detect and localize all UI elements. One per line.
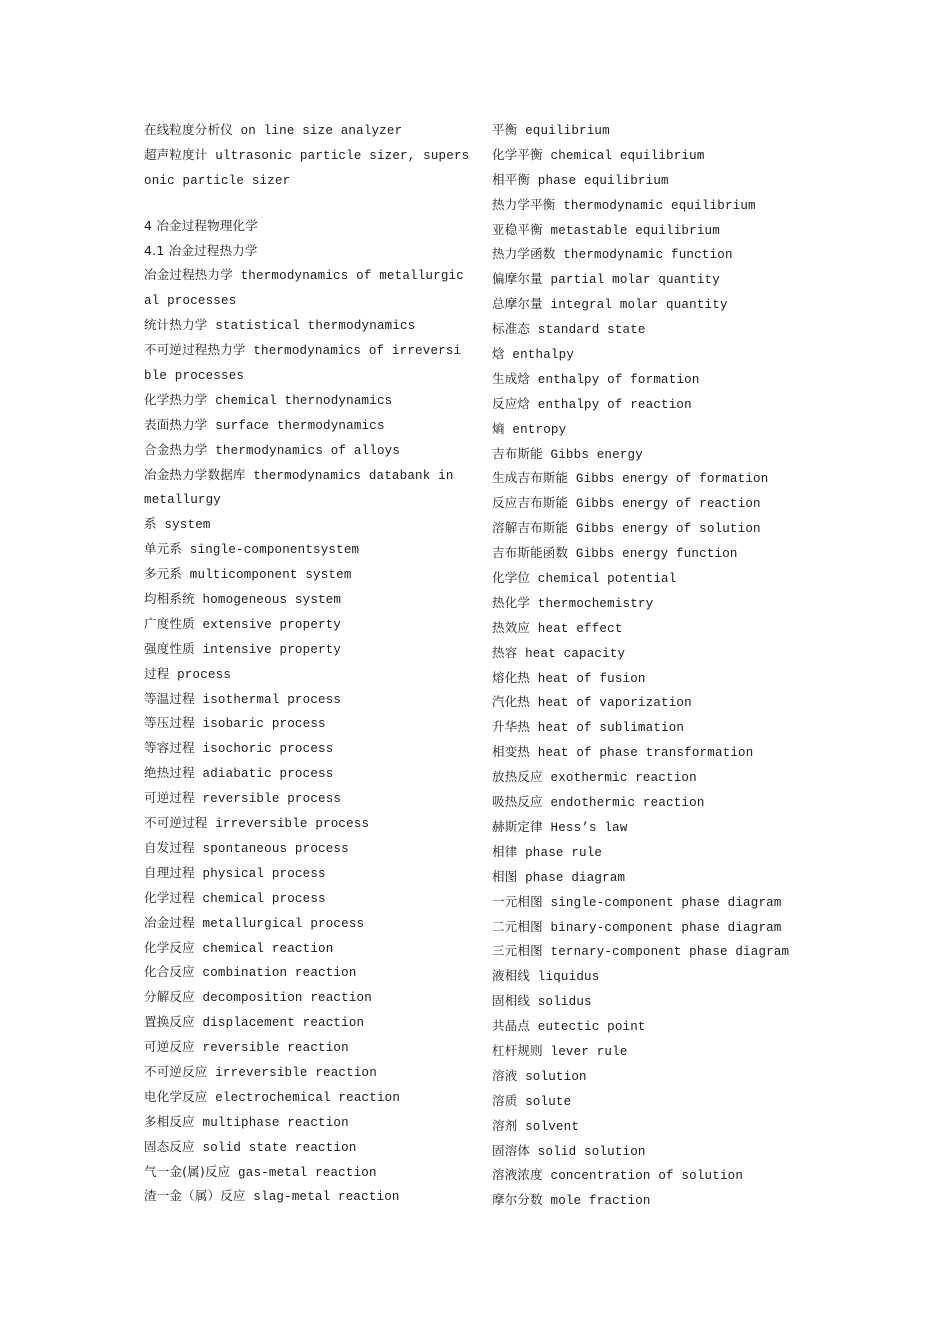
term-zh: 渣一金（属）反应: [144, 1188, 246, 1204]
term-zh: 不可逆过程: [144, 815, 208, 831]
term-zh: 化学热力学: [144, 391, 208, 407]
glossary-entry: [492, 865, 792, 890]
term-zh: 生成焓: [492, 370, 531, 386]
term-zh: 合金热力学: [144, 441, 208, 457]
term-en: phase rule: [517, 845, 603, 860]
glossary-entry: [492, 267, 792, 292]
glossary-entry: [144, 1035, 464, 1060]
term-zh: 溶质: [492, 1092, 518, 1108]
term-zh: 多相反应: [144, 1113, 195, 1129]
term-en: process: [169, 667, 232, 682]
term-zh: 吉布斯能函数: [492, 545, 569, 561]
term-en: isobaric process: [194, 717, 326, 732]
term-en: heat of vaporization: [530, 696, 692, 711]
term-en: metastable equilibrium: [542, 223, 720, 238]
term-zh: 固溶体: [492, 1142, 531, 1158]
glossary-entry: [144, 786, 464, 811]
glossary-entry: [144, 1135, 464, 1160]
glossary-entry: [144, 1060, 464, 1085]
glossary-entry: [492, 342, 792, 367]
term-en: statistical thermodynamics: [207, 319, 416, 334]
glossary-entry: [492, 367, 792, 392]
term-en: heat effect: [530, 621, 623, 636]
term-zh: 自发过程: [144, 839, 195, 855]
term-en: concentration of solution: [542, 1169, 744, 1184]
glossary-entry: [144, 1160, 464, 1185]
term-en: thermodynamics of alloys: [207, 443, 401, 458]
term-zh: 可逆过程: [144, 790, 195, 806]
glossary-entry: [492, 1114, 792, 1139]
term-zh: 液相线: [492, 968, 531, 984]
glossary-entry: [492, 765, 792, 790]
term-zh: 超声粒度计: [144, 146, 208, 162]
term-en: multiphase reaction: [194, 1115, 349, 1130]
term-zh: 单元系: [144, 541, 183, 557]
term-zh: 系: [144, 516, 157, 532]
term-en: heat of phase transformation: [530, 746, 754, 761]
term-en: Gibbs energy function: [568, 547, 738, 562]
term-en: homogeneous system: [194, 593, 342, 608]
term-en: gas-metal reaction: [230, 1165, 377, 1180]
glossary-entry: [492, 466, 792, 491]
glossary-entry: [492, 442, 792, 467]
term-zh: 统计热力学: [144, 317, 208, 333]
glossary-entry: [492, 193, 792, 218]
term-en: irreversible reaction: [207, 1065, 377, 1080]
term-en: displacement reaction: [194, 1016, 365, 1031]
term-en: al processes: [144, 294, 237, 309]
term-en: ble processes: [144, 369, 245, 384]
term-en: system: [156, 518, 211, 533]
glossary-entry: [144, 612, 464, 637]
term-en: single-component phase diagram: [542, 895, 782, 910]
glossary-entry: [492, 1014, 792, 1039]
term-zh: 均相系统: [144, 591, 195, 607]
term-zh: 吸热反应: [492, 794, 543, 810]
glossary-entry: [144, 438, 464, 463]
term-en: phase diagram: [517, 870, 626, 885]
term-zh: 相图: [492, 868, 518, 884]
term-zh: 相律: [492, 843, 518, 859]
term-zh: 溶液: [492, 1067, 518, 1083]
glossary-entry: [144, 1010, 464, 1035]
term-zh: 反应吉布斯能: [492, 495, 569, 511]
term-zh: 共晶点: [492, 1018, 531, 1034]
term-zh: 升华热: [492, 719, 531, 735]
term-zh: 平衡: [492, 122, 518, 137]
glossary-entry: [144, 263, 464, 288]
term-en: metallurgy: [144, 493, 222, 508]
term-en: endothermic reaction: [542, 796, 705, 811]
term-zh: 化合反应: [144, 964, 195, 980]
term-zh: 绝热过程: [144, 765, 195, 781]
glossary-entry: [144, 512, 464, 537]
term-zh: 自理过程: [144, 864, 195, 880]
right-column: [492, 118, 792, 1213]
glossary-entry: [144, 118, 464, 143]
term-zh: 热效应: [492, 619, 531, 635]
glossary-entry: [492, 1089, 792, 1114]
term-zh: 热力学函数: [492, 246, 556, 262]
glossary-entry: [492, 740, 792, 765]
term-en: enthalpy of formation: [530, 372, 700, 387]
glossary-entry: [144, 1110, 464, 1135]
glossary-entry: [492, 616, 792, 641]
term-en: standard state: [530, 323, 646, 338]
term-zh: 溶液浓度: [492, 1167, 543, 1183]
term-en: chemical reaction: [194, 941, 334, 956]
term-en: surface thermodynamics: [207, 418, 385, 433]
glossary-entry: [144, 911, 464, 936]
glossary-entry: [492, 1139, 792, 1164]
glossary-entry: [492, 1039, 792, 1064]
term-zh: 总摩尔量: [492, 296, 543, 312]
glossary-entry: [144, 463, 464, 488]
term-en: entropy: [504, 422, 567, 437]
glossary-entry: [144, 736, 464, 761]
term-zh: 化学位: [492, 570, 531, 586]
glossary-entry: [492, 690, 792, 715]
term-en: isothermal process: [194, 692, 342, 707]
term-zh: 相变热: [492, 744, 531, 760]
term-zh: 多元系: [144, 566, 183, 582]
term-zh: 过程: [144, 665, 170, 681]
glossary-entry: [144, 413, 464, 438]
glossary-entry: [144, 662, 464, 687]
section-spacer: [144, 193, 464, 214]
term-en: lever rule: [542, 1044, 628, 1059]
term-en: slag-metal reaction: [245, 1190, 400, 1205]
term-en: thermodynamic equilibrium: [555, 198, 756, 213]
term-zh: 赫斯定律: [492, 818, 543, 834]
glossary-entry: [144, 168, 464, 193]
term-en: Gibbs energy of reaction: [568, 497, 761, 512]
term-en: reversible process: [194, 792, 342, 807]
term-en: on line size analyzer: [232, 124, 403, 138]
glossary-entry: [144, 313, 464, 338]
term-en: combination reaction: [194, 966, 357, 981]
glossary-entry: [492, 715, 792, 740]
glossary-entry: [492, 964, 792, 989]
glossary-entry: [144, 687, 464, 712]
term-zh: 固态反应: [144, 1138, 195, 1154]
term-zh: 化学反应: [144, 939, 195, 955]
term-en: reversible reaction: [194, 1041, 349, 1056]
left-column: [144, 118, 470, 1209]
term-zh: 表面热力学: [144, 416, 208, 432]
term-en: ternary-component phase diagram: [542, 945, 790, 960]
term-en: thermodynamics of irreversi: [245, 344, 462, 359]
glossary-entry: [492, 815, 792, 840]
term-zh: 相平衡: [492, 171, 531, 187]
term-zh: 可逆反应: [144, 1039, 195, 1055]
term-en: solidus: [530, 995, 592, 1010]
term-en: enthalpy: [504, 348, 575, 363]
term-en: adiabatic process: [194, 767, 334, 782]
term-zh: 置换反应: [144, 1014, 195, 1030]
term-en: exothermic reaction: [542, 771, 697, 786]
glossary-entry: [492, 143, 792, 168]
glossary-entry: [492, 591, 792, 616]
term-en: physical process: [194, 866, 326, 881]
term-en: intensive property: [194, 642, 342, 657]
term-en: mole fraction: [542, 1194, 651, 1209]
term-zh: 反应焓: [492, 395, 531, 411]
term-zh: 熔化热: [492, 669, 531, 685]
glossary-entry: [492, 939, 792, 964]
term-zh: 放热反应: [492, 769, 543, 785]
term-en: phase equilibrium: [530, 173, 669, 188]
glossary-entry: [144, 338, 464, 363]
glossary-entry: [144, 537, 464, 562]
term-en: liquidus: [530, 970, 600, 985]
term-zh: 熵: [492, 420, 505, 436]
term-en: heat of sublimation: [530, 721, 685, 736]
term-zh: 冶金过程: [144, 914, 195, 930]
term-en: heat of fusion: [530, 671, 646, 686]
term-en: chemical equilibrium: [542, 148, 705, 163]
glossary-entry: [492, 890, 792, 915]
term-zh: 气一金(属)反应: [144, 1163, 231, 1179]
term-zh: 焓: [492, 346, 505, 362]
term-en: thermodynamic function: [555, 248, 733, 263]
term-zh: 标准态: [492, 321, 531, 337]
term-zh: 溶剂: [492, 1117, 518, 1133]
term-zh: 化学平衡: [492, 146, 543, 162]
glossary-entry: [492, 989, 792, 1014]
term-en: chemical process: [194, 891, 326, 906]
glossary-entry: [144, 637, 464, 662]
term-en: thermochemistry: [530, 596, 654, 611]
term-en: onic particle sizer: [144, 173, 291, 188]
glossary-entry: [144, 761, 464, 786]
term-en: solid state reaction: [194, 1140, 357, 1155]
term-zh: 分解反应: [144, 989, 195, 1005]
term-en: spontaneous process: [194, 841, 349, 856]
term-zh: 在线粒度分析仪: [144, 122, 233, 137]
glossary-entry: [492, 317, 792, 342]
glossary-entry: [144, 836, 464, 861]
term-zh: 吉布斯能: [492, 445, 543, 461]
term-zh: 偏摩尔量: [492, 271, 543, 287]
glossary-entry: [144, 886, 464, 911]
term-en: Hess’s law: [542, 820, 628, 835]
glossary-entry: [492, 417, 792, 442]
glossary-entry: [492, 392, 792, 417]
intro-block: [144, 118, 470, 193]
term-en: thermodynamics databank in: [245, 468, 454, 483]
term-en: solute: [517, 1094, 572, 1109]
glossary-entry: [144, 811, 464, 836]
term-en: integral molar quantity: [542, 298, 728, 313]
glossary-entry: [144, 487, 464, 512]
glossary-entry: [492, 168, 792, 193]
term-en: Gibbs energy: [542, 447, 643, 462]
term-en: heat capacity: [517, 646, 626, 661]
term-zh: 汽化热: [492, 694, 531, 710]
term-zh: 等温过程: [144, 690, 195, 706]
glossary-entry: [492, 1163, 792, 1188]
term-en: thermodynamics of metallurgic: [232, 269, 464, 284]
term-en: extensive property: [194, 617, 342, 632]
term-zh: 不可逆反应: [144, 1063, 208, 1079]
glossary-entry: [492, 641, 792, 666]
glossary-entry: [144, 985, 464, 1010]
term-zh: 热化学: [492, 594, 531, 610]
term-zh: 摩尔分数: [492, 1192, 543, 1208]
term-zh: 溶解吉布斯能: [492, 520, 569, 536]
term-en: solution: [517, 1069, 587, 1084]
glossary-entry: [144, 562, 464, 587]
glossary-entry: [492, 242, 792, 267]
term-en: metallurgical process: [194, 916, 365, 931]
term-zh: 化学过程: [144, 889, 195, 905]
term-en: irreversible process: [207, 817, 370, 832]
glossary-entry: [492, 541, 792, 566]
glossary-entry: [144, 587, 464, 612]
term-zh: 等容过程: [144, 740, 195, 756]
term-en: equilibrium: [517, 124, 610, 138]
glossary-entry: [492, 566, 792, 591]
term-en: binary-component phase diagram: [542, 920, 782, 935]
term-en: isochoric process: [194, 742, 334, 757]
term-en: chemical potential: [530, 572, 677, 587]
glossary-entry: [492, 516, 792, 541]
term-en: chemical thernodynamics: [207, 393, 393, 408]
glossary-entry: [144, 363, 464, 388]
term-zh: 不可逆过程热力学: [144, 342, 246, 358]
glossary-entry: [492, 790, 792, 815]
term-zh: 生成吉布斯能: [492, 470, 569, 486]
term-zh: 强度性质: [144, 640, 195, 656]
glossary-entry: [492, 491, 792, 516]
term-en: multicomponent system: [182, 568, 352, 583]
term-en: enthalpy of reaction: [530, 397, 692, 412]
term-zh: 一元相图: [492, 893, 543, 909]
glossary-entry: [492, 840, 792, 865]
term-zh: 等压过程: [144, 715, 195, 731]
term-zh: 冶金过程热力学: [144, 267, 233, 283]
term-zh: 冶金热力学数据库: [144, 466, 246, 482]
term-en: single-componentsystem: [182, 543, 360, 558]
glossary-entry: [492, 1188, 792, 1213]
term-zh: 亚稳平衡: [492, 221, 543, 237]
term-en: electrochemical reaction: [207, 1090, 401, 1105]
right-entry-list: [492, 118, 792, 1213]
glossary-entry: [144, 711, 464, 736]
term-en: eutectic point: [530, 1020, 646, 1035]
term-en: decomposition reaction: [194, 991, 372, 1006]
section-heading: 4 冶金过程物理化学: [144, 217, 258, 233]
term-zh: 热力学平衡: [492, 196, 556, 212]
glossary-entry: [492, 118, 792, 143]
term-en: Gibbs energy of formation: [568, 472, 769, 487]
term-zh: 广度性质: [144, 615, 195, 631]
glossary-entry: [492, 218, 792, 243]
glossary-entry: [144, 936, 464, 961]
term-zh: 热容: [492, 644, 518, 660]
glossary-entry: [144, 861, 464, 886]
term-en: solvent: [517, 1119, 580, 1134]
term-zh: 二元相图: [492, 918, 543, 934]
glossary-entry: [144, 1184, 464, 1209]
term-en: ultrasonic particle sizer, supers: [207, 148, 470, 163]
glossary-entry: [144, 1085, 464, 1110]
term-zh: 杠杆规则: [492, 1042, 543, 1058]
term-en: solid solution: [530, 1144, 646, 1159]
left-entry-list: [144, 263, 464, 1209]
glossary-entry: [144, 288, 464, 313]
glossary-entry: [144, 388, 464, 413]
term-zh: 三元相图: [492, 943, 543, 959]
glossary-entry: [492, 666, 792, 691]
glossary-entry: [492, 292, 792, 317]
glossary-entry: [492, 1064, 792, 1089]
glossary-entry: [492, 915, 792, 940]
term-en: Gibbs energy of solution: [568, 522, 761, 537]
term-zh: 电化学反应: [144, 1088, 208, 1104]
glossary-entry: [144, 960, 464, 985]
subsection-heading: 4.1 冶金过程热力学: [144, 242, 258, 258]
term-zh: 固相线: [492, 993, 531, 1009]
glossary-entry: [144, 143, 470, 168]
term-en: partial molar quantity: [542, 273, 720, 288]
